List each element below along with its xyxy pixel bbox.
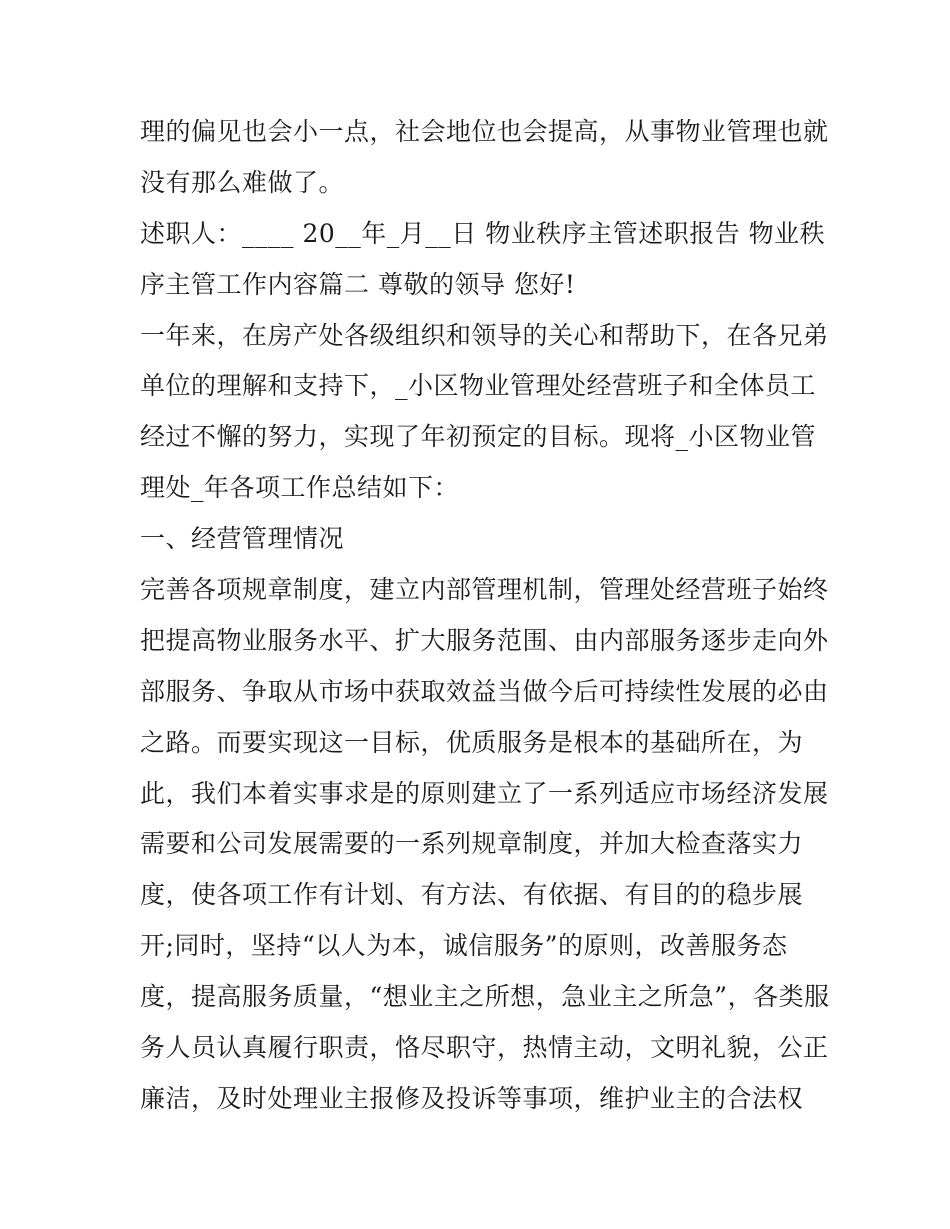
text-line: 开;同时，坚持“以人为本，诚信服务”的原则，改善服务态 [140, 931, 788, 961]
text-line: 理的偏见也会小一点，社会地位也会提高，从事物业管理也就 [140, 117, 829, 146]
text-line: 经过不懈的努力，实现了年初预定的目标。现将_小区物业管 [140, 422, 817, 452]
text-line: 述职人：____ 20__年_月__日 物业秩序主管述职报告 物业秩 [140, 218, 826, 248]
text-line: 度，使各项工作有计划、有方法、有依据、有目的的稳步展 [140, 880, 804, 910]
text-line: 度，提高服务质量，“想业主之所想，急业主之所急”，各类服 [140, 982, 830, 1012]
text-line: 部服务、争取从市场中获取效益当做今后可持续性发展的必由 [140, 676, 829, 706]
text-line: 一年来，在房产处各级组织和领导的关心和帮助下，在各兄弟 [140, 320, 829, 350]
text-line: 廉洁，及时处理业主报修及投诉等事项，维护业主的合法权 [140, 1083, 804, 1113]
text-line: 理处_年各项工作总结如下： [140, 473, 460, 503]
text-line: 完善各项规章制度，建立内部管理机制，管理处经营班子始终 [140, 575, 829, 605]
text-line: 序主管工作内容篇二 尊敬的领导 您好! [140, 269, 576, 299]
text-line: 此，我们本着实事求是的原则建立了一系列适应市场经济发展 [140, 778, 829, 808]
text-line: 单位的理解和支持下，_小区物业管理处经营班子和全体员工 [140, 371, 817, 401]
text-line: 之路。而要实现这一目标，优质服务是根本的基础所在，为 [140, 727, 804, 757]
text-line: 把提高物业服务水平、扩大服务范围、由内部服务逐步走向外 [140, 625, 829, 655]
section-heading: 一、经营管理情况 [140, 524, 345, 554]
body-text [140, 107, 830, 1125]
text-line: 没有那么难做了。 [140, 167, 345, 197]
text-line: 务人员认真履行职责，恪尽职守，热情主动，文明礼貌，公正 [140, 1033, 829, 1063]
text-line: 需要和公司发展需要的一系列规章制度，并加大检查落实力 [140, 829, 804, 859]
